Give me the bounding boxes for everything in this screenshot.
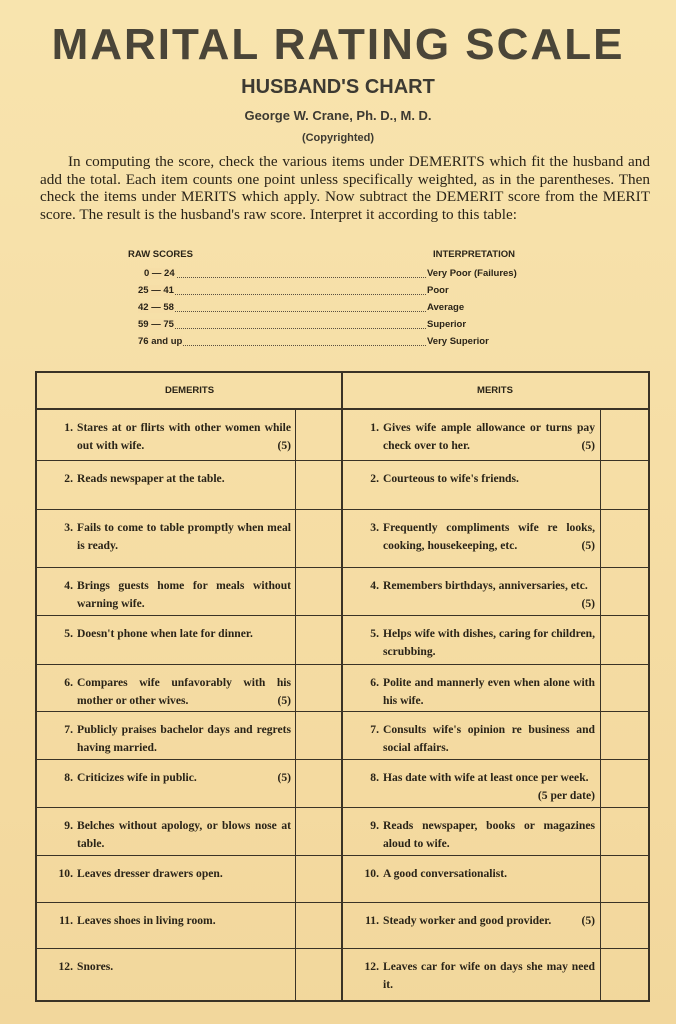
item-number: 11. xyxy=(365,914,379,927)
rating-table xyxy=(35,371,650,1002)
item-description: Compares wife unfavorably with his mother or other wives. xyxy=(77,676,291,707)
page-title: MARITAL RATING SCALE xyxy=(51,20,625,69)
item-number: 9. xyxy=(370,819,379,832)
row-divider xyxy=(37,711,648,712)
item-points: (5) xyxy=(581,538,595,552)
item-description: Courteous to wife's friends. xyxy=(383,472,519,485)
score-interpretation: Very Superior xyxy=(427,336,489,347)
item-number: 3. xyxy=(64,521,73,534)
dot-leader xyxy=(172,311,426,312)
item-text xyxy=(77,674,291,709)
center-divider xyxy=(341,373,343,1002)
item-points: (5) xyxy=(581,438,595,452)
item-text xyxy=(383,958,595,993)
dot-leader xyxy=(172,277,426,278)
score-check-box[interactable] xyxy=(601,808,647,855)
score-check-box[interactable] xyxy=(296,949,341,1002)
item-number: 6. xyxy=(64,676,73,689)
score-check-box[interactable] xyxy=(601,856,647,902)
merits-header: MERITS xyxy=(477,385,513,396)
item-number: 9. xyxy=(64,819,73,832)
item-text xyxy=(383,817,595,852)
score-row xyxy=(130,302,560,318)
item-number: 5. xyxy=(370,627,379,640)
score-range: 25 — 41 xyxy=(138,285,174,296)
item-text xyxy=(383,625,595,660)
item-text xyxy=(383,577,595,612)
item-number: 6. xyxy=(370,676,379,689)
item-number: 2. xyxy=(370,472,379,485)
row-divider xyxy=(37,567,648,568)
raw-scores-header: RAW SCORES xyxy=(128,249,193,260)
item-description: Belches without apology, or blows nose at table. xyxy=(77,819,291,850)
score-range: 42 — 58 xyxy=(138,302,174,313)
item-points: (5) xyxy=(277,771,291,784)
item-number: 4. xyxy=(370,579,379,592)
score-interpretation: Superior xyxy=(427,319,467,330)
row-divider xyxy=(37,615,648,616)
score-check-box[interactable] xyxy=(601,410,647,460)
item-description: Brings guests home for meals without warning wife. xyxy=(77,579,291,610)
item-text xyxy=(77,865,291,883)
item-description: Polite and mannerly even when alone with his wife. xyxy=(383,676,595,707)
item-description: Steady worker and good provider. xyxy=(383,914,552,927)
row-divider xyxy=(37,664,648,665)
row-divider xyxy=(37,902,648,903)
dot-leader xyxy=(172,294,426,295)
score-check-box[interactable] xyxy=(296,665,341,711)
item-number: 1. xyxy=(370,421,379,434)
interpretation-header: INTERPRETATION xyxy=(433,249,515,260)
item-points: (5) xyxy=(277,438,291,452)
score-check-box[interactable] xyxy=(296,903,341,948)
item-description: Stares at or flirts with other women while out with wife. xyxy=(77,421,291,452)
item-description: Gives wife ample allowance or turns pay check over to her. xyxy=(383,421,595,452)
item-number: 1. xyxy=(64,421,73,434)
item-number: 8. xyxy=(64,771,73,784)
item-text xyxy=(77,519,291,554)
row-divider xyxy=(37,460,648,461)
item-description: Leaves car for wife on days she may need it. xyxy=(383,960,595,991)
copyright-note: (Copyrighted) xyxy=(301,132,375,144)
item-text xyxy=(383,519,595,554)
item-text xyxy=(383,721,595,756)
score-check-box[interactable] xyxy=(601,461,647,509)
item-number: 4. xyxy=(64,579,73,592)
score-check-box[interactable] xyxy=(296,568,341,615)
score-check-box[interactable] xyxy=(296,760,341,807)
score-check-box[interactable] xyxy=(601,665,647,711)
dot-leader xyxy=(172,328,426,329)
item-description: Fails to come to table promptly when meal is ready. xyxy=(77,521,291,552)
score-check-box[interactable] xyxy=(296,510,341,567)
dot-leader xyxy=(172,345,426,346)
item-description: Helps wife with dishes, caring for children, scrubbing. xyxy=(383,627,595,658)
score-check-box[interactable] xyxy=(601,616,647,664)
score-check-box[interactable] xyxy=(296,461,341,509)
item-points: (5) xyxy=(277,693,291,707)
item-text xyxy=(77,817,291,852)
row-divider xyxy=(37,948,648,949)
item-description: Leaves dresser drawers open. xyxy=(77,867,223,880)
row-divider xyxy=(37,855,648,856)
item-number: 10. xyxy=(364,867,379,880)
score-check-box[interactable] xyxy=(601,510,647,567)
item-text xyxy=(77,419,291,454)
item-number: 5. xyxy=(64,627,73,640)
item-description: Snores. xyxy=(77,960,114,973)
item-number: 7. xyxy=(64,723,73,736)
score-check-box[interactable] xyxy=(296,856,341,902)
row-divider xyxy=(37,509,648,510)
row-divider xyxy=(37,759,648,760)
item-description: Consults wife's opinion re business and social affairs. xyxy=(383,723,595,754)
item-description: Reads newspaper at the table. xyxy=(77,472,225,485)
score-check-box[interactable] xyxy=(296,616,341,664)
item-text xyxy=(383,674,595,709)
item-number: 10. xyxy=(58,867,73,880)
item-points: (5) xyxy=(581,914,595,927)
score-check-box[interactable] xyxy=(601,903,647,948)
item-number: 12. xyxy=(364,960,379,973)
score-row xyxy=(130,319,560,335)
item-text xyxy=(383,769,595,804)
item-text xyxy=(383,912,595,930)
score-range: 76 and up xyxy=(138,336,183,347)
item-text xyxy=(77,577,291,612)
item-description: Leaves shoes in living room. xyxy=(77,914,216,927)
demerits-header: DEMERITS xyxy=(164,385,215,396)
item-points: (5 per date) xyxy=(537,788,595,802)
chart-subtitle: HUSBAND'S CHART xyxy=(241,76,435,98)
score-check-box[interactable] xyxy=(601,712,647,759)
item-text xyxy=(77,625,291,643)
score-check-box[interactable] xyxy=(601,949,647,1002)
score-interpretation: Poor xyxy=(427,285,449,296)
item-description: Publicly praises bachelor days and regrets having married. xyxy=(77,723,291,754)
score-row xyxy=(130,336,560,352)
item-text xyxy=(383,865,595,883)
item-description: A good conversationalist. xyxy=(383,867,507,880)
row-divider xyxy=(37,807,648,808)
item-description: Frequently compliments wife re looks, cooking, housekeeping, etc. xyxy=(383,521,595,552)
score-row xyxy=(130,268,560,284)
item-number: 8. xyxy=(370,771,379,784)
item-number: 2. xyxy=(64,472,73,485)
header-divider xyxy=(37,408,648,410)
item-number: 12. xyxy=(58,960,73,973)
score-check-box[interactable] xyxy=(601,760,647,807)
score-check-box[interactable] xyxy=(601,568,647,615)
item-description: Criticizes wife in public. xyxy=(77,771,197,784)
score-interpretation: Average xyxy=(427,302,465,313)
score-check-box[interactable] xyxy=(296,808,341,855)
item-number: 11. xyxy=(59,914,73,927)
item-description: Doesn't phone when late for dinner. xyxy=(77,627,253,640)
score-range: 0 — 24 xyxy=(144,268,175,279)
item-text xyxy=(77,721,291,756)
score-interpretation: Very Poor (Failures) xyxy=(427,268,517,279)
item-text xyxy=(77,769,291,787)
item-number: 7. xyxy=(370,723,379,736)
score-check-box[interactable] xyxy=(296,712,341,759)
item-text xyxy=(383,419,595,454)
item-text xyxy=(77,912,291,930)
item-text xyxy=(77,470,291,488)
item-number: 3. xyxy=(370,521,379,534)
item-points: (5) xyxy=(581,596,595,610)
item-text xyxy=(77,958,291,976)
item-description: Remembers birthdays, anniversaries, etc. xyxy=(383,579,588,592)
score-range: 59 — 75 xyxy=(138,319,174,330)
score-check-box[interactable] xyxy=(296,410,341,460)
author-line: George W. Crane, Ph. D., M. D. xyxy=(244,108,432,123)
item-description: Reads newspaper, books or magazines aloud to wife. xyxy=(383,819,595,850)
instructions-paragraph: In computing the score, check the various items under DEMERITS which fit the husband and add the total. Each item counts one point unless specifically weighted, as in the parentheses. Then check the items under MERITS which apply. Now subtract the DEMERIT score from the MERIT score. The result is the husband's raw score. Interpret it according to this table: xyxy=(40,153,650,223)
score-row xyxy=(130,285,560,301)
item-text xyxy=(383,470,595,488)
item-description: Has date with wife at least once per week. xyxy=(383,771,589,784)
